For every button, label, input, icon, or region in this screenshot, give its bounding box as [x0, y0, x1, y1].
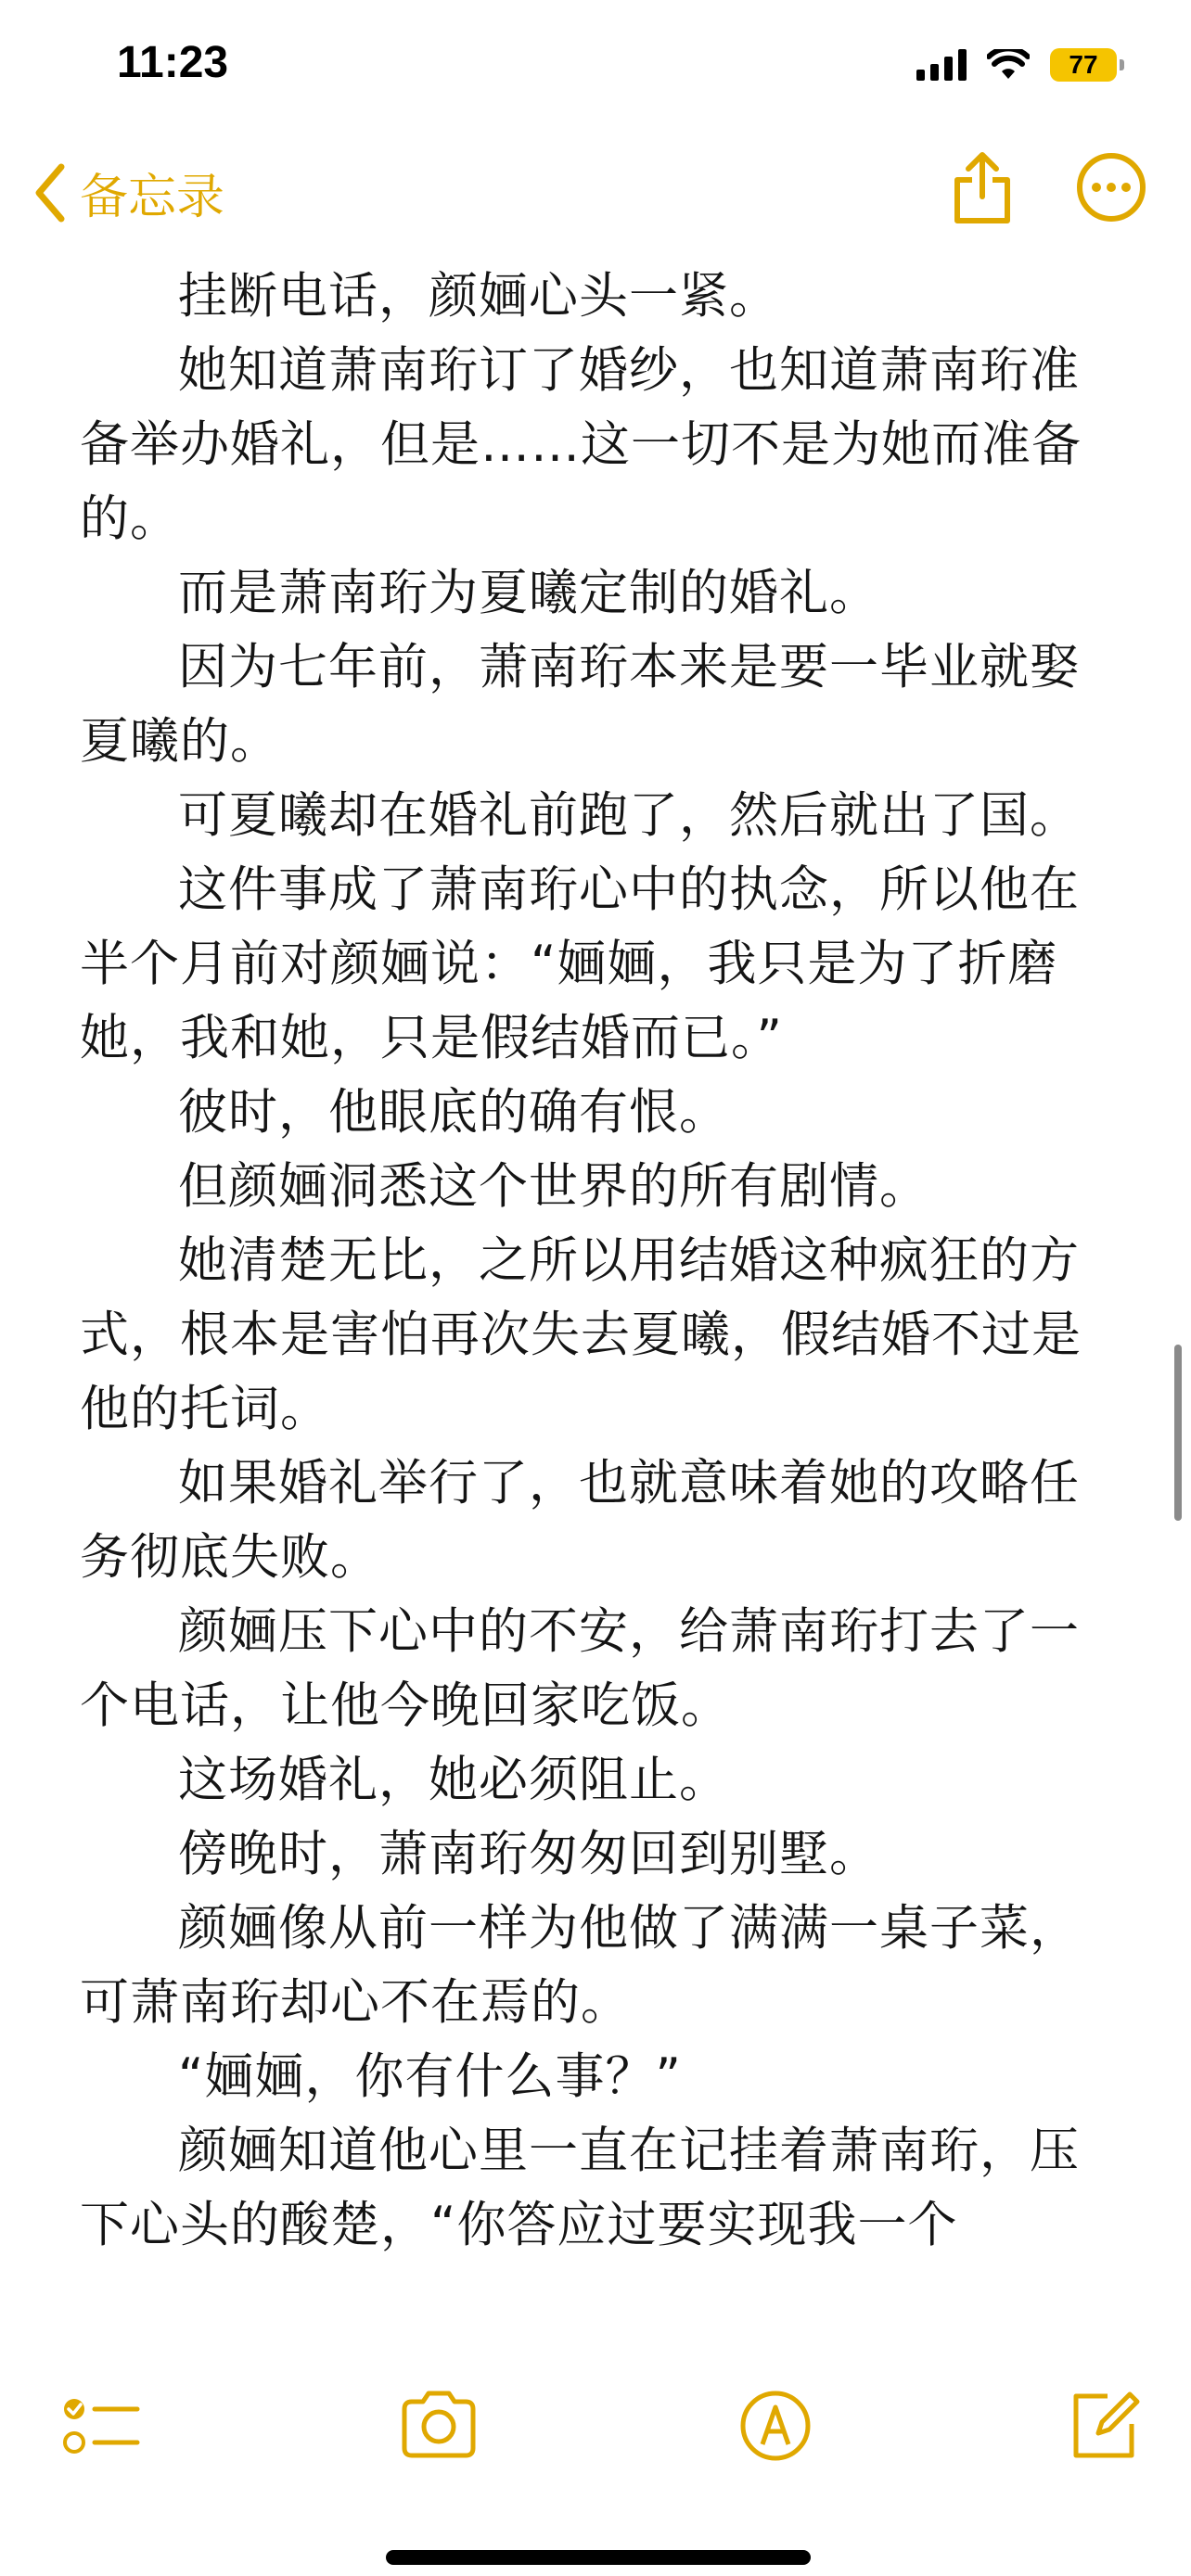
note-paragraph: 颜婳像从前一样为他做了满满一桌子菜，可萧南珩却心不在焉的。 [80, 1900, 1080, 2031]
status-bar [0, 0, 1191, 130]
camera-icon[interactable] [397, 2389, 480, 2459]
bottom-toolbar [0, 2355, 1191, 2504]
status-time: 11:23 [117, 38, 229, 87]
cellular-signal-icon [916, 49, 967, 81]
markup-icon[interactable] [738, 2389, 813, 2463]
note-paragraph: 这件事成了萧南珩心中的执念，所以他在半个月前对颜婳说：“婳婳，我只是为了折磨她，我和她，只是假结婚而已。” [80, 861, 1080, 1066]
note-paragraph: 但颜婳洞悉这个世界的所有剧情。 [178, 1158, 929, 1215]
note-paragraph: 这场婚礼，她必须阻止。 [178, 1752, 729, 1808]
status-icons [916, 48, 1117, 82]
chevron-left-icon [33, 163, 67, 223]
share-icon[interactable] [950, 150, 1015, 224]
home-indicator[interactable] [386, 2550, 811, 2565]
wifi-icon [987, 49, 1030, 81]
note-paragraph: 她清楚无比，之所以用结婚这种疯狂的方式，根本是害怕再次失去夏曦，假结婚不过是他的托词。 [80, 1232, 1082, 1437]
note-paragraph: 傍晚时，萧南珩匆匆回到别墅。 [178, 1826, 879, 1882]
note-body[interactable] [80, 260, 1119, 2263]
note-paragraph: 挂断电话，颜婳心头一紧。 [178, 268, 779, 325]
battery-icon: 77 [1050, 48, 1117, 82]
more-options-icon[interactable] [1076, 152, 1146, 223]
scroll-indicator[interactable] [1174, 1345, 1182, 1521]
nav-bar [0, 139, 1191, 241]
back-button[interactable] [33, 158, 224, 227]
back-label: 备忘录 [80, 170, 225, 225]
note-paragraph: 可夏曦却在婚礼前跑了，然后就出了国。 [178, 787, 1080, 844]
note-paragraph: 因为七年前，萧南珩本来是要一毕业就娶夏曦的。 [80, 639, 1080, 770]
note-paragraph: 她知道萧南珩订了婚纱，也知道萧南珩准备举办婚礼，但是……这一切不是为她而准备的。 [80, 342, 1082, 547]
checklist-icon[interactable] [59, 2389, 143, 2463]
compose-icon[interactable] [1067, 2389, 1141, 2463]
note-paragraph: 颜婳压下心中的不安，给萧南珩打去了一个电话，让他今晚回家吃饭。 [80, 1603, 1080, 1734]
nav-actions [950, 150, 1146, 224]
note-paragraph: “婳婳，你有什么事？” [178, 2048, 682, 2105]
note-paragraph: 颜婳知道他心里一直在记挂着萧南珩，压下心头的酸楚，“你答应过要实现我一个 [80, 2123, 1080, 2253]
note-paragraph: 而是萧南珩为夏曦定制的婚礼。 [178, 565, 879, 621]
note-paragraph: 彼时，他眼底的确有恨。 [178, 1084, 729, 1141]
note-paragraph: 如果婚礼举行了，也就意味着她的攻略任务彻底失败。 [80, 1455, 1080, 1586]
